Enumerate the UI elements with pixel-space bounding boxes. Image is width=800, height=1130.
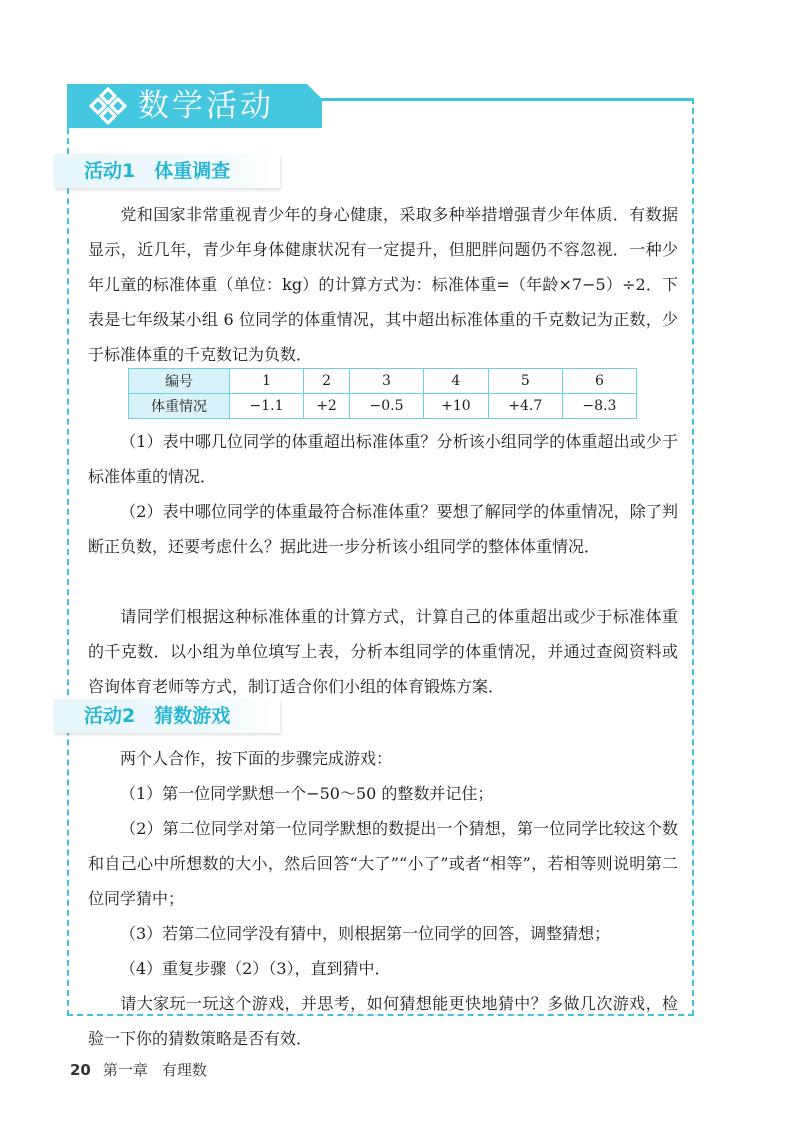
chapter-label: 第一章: [102, 1061, 148, 1079]
step-3: （3）若第二位同学没有猜中，则根据第一位同学的回答，调整猜想；: [120, 924, 611, 943]
table-cell: 6: [562, 369, 636, 394]
table-cell: −8.3: [562, 394, 636, 419]
table-cell: 2: [304, 369, 350, 394]
chapter-title: 有理数: [161, 1061, 207, 1079]
diamond-logo-icon: [88, 86, 128, 126]
page-number: 20: [70, 1061, 91, 1079]
table-row: [129, 394, 637, 419]
step-1: （1）第一位同学默想一个−50～50 的整数并记住；: [120, 784, 494, 803]
question-1: （1）表中哪几位同学的体重超出标准体重？分析该小组同学的体重超出或少于标准体重的情况．: [88, 432, 678, 486]
activity2-intro: 两个人合作，按下面的步骤完成游戏：: [120, 749, 393, 768]
activity1-closing-paragraph: 请同学们根据这种标准体重的计算方式，计算自己的体重超出或少于标准体重的千克数．以小组为单位填写上表，分析本组同学的体重情况，并通过查阅资料或咨询体育老师等方式，制订适合你们小组的体育锻炼方案．: [88, 607, 678, 696]
weight-table: [128, 368, 637, 419]
table-cell: +4.7: [488, 394, 562, 419]
question-2: （2）表中哪位同学的体重最符合标准体重？要想了解同学的体重情况，除了判断正负数，还要考虑什么？据此进一步分析该小组同学的整体体重情况．: [88, 502, 678, 556]
header-rule: [318, 98, 694, 101]
activity2-closing-paragraph: 请大家玩一玩这个游戏，并思考，如何猜想能更快地猜中？多做几次游戏，检验一下你的猜数策略是否有效．: [88, 994, 678, 1048]
table-header-weight: 体重情况: [129, 394, 230, 419]
activity1-intro-paragraph: 党和国家非常重视青少年的身心健康，采取多种举措增强青少年体质．有数据显示，近几年，青少年身体健康状况有一定提升，但肥胖问题仍不容忽视．一种少年儿童的标准体重（单位：kg）的计算方式为：标准体重=（年龄×7−5）÷2．下表是七年级某小组 6 位同学的体重情况，其中超出标准体重的千克数记为正数，少于标准体重的千克数记为负数．: [88, 205, 678, 364]
activity2-title: 活动2 猜数游戏: [84, 705, 231, 727]
table-cell: −1.1: [230, 394, 304, 419]
table-row: [129, 369, 637, 394]
table-cell: −0.5: [349, 394, 423, 419]
table-header-id: 编号: [129, 369, 230, 394]
table-cell: 4: [424, 369, 489, 394]
table-cell: 1: [230, 369, 304, 394]
table-cell: 5: [488, 369, 562, 394]
table-cell: 3: [349, 369, 423, 394]
page-footer: [70, 1059, 207, 1080]
step-4: （4）重复步骤（2）（3），直到猜中．: [120, 959, 391, 978]
section-title: 数学活动: [138, 88, 274, 124]
table-cell: +10: [424, 394, 489, 419]
step-2: （2）第二位同学对第一位同学默想的数提出一个猜想，第一位同学比较这个数和自己心中所想数的大小，然后回答“大了”“小了”或者“相等”，若相等则说明第二位同学猜中；: [88, 819, 678, 908]
activity1-title: 活动1 体重调查: [84, 160, 231, 182]
table-cell: +2: [304, 394, 350, 419]
